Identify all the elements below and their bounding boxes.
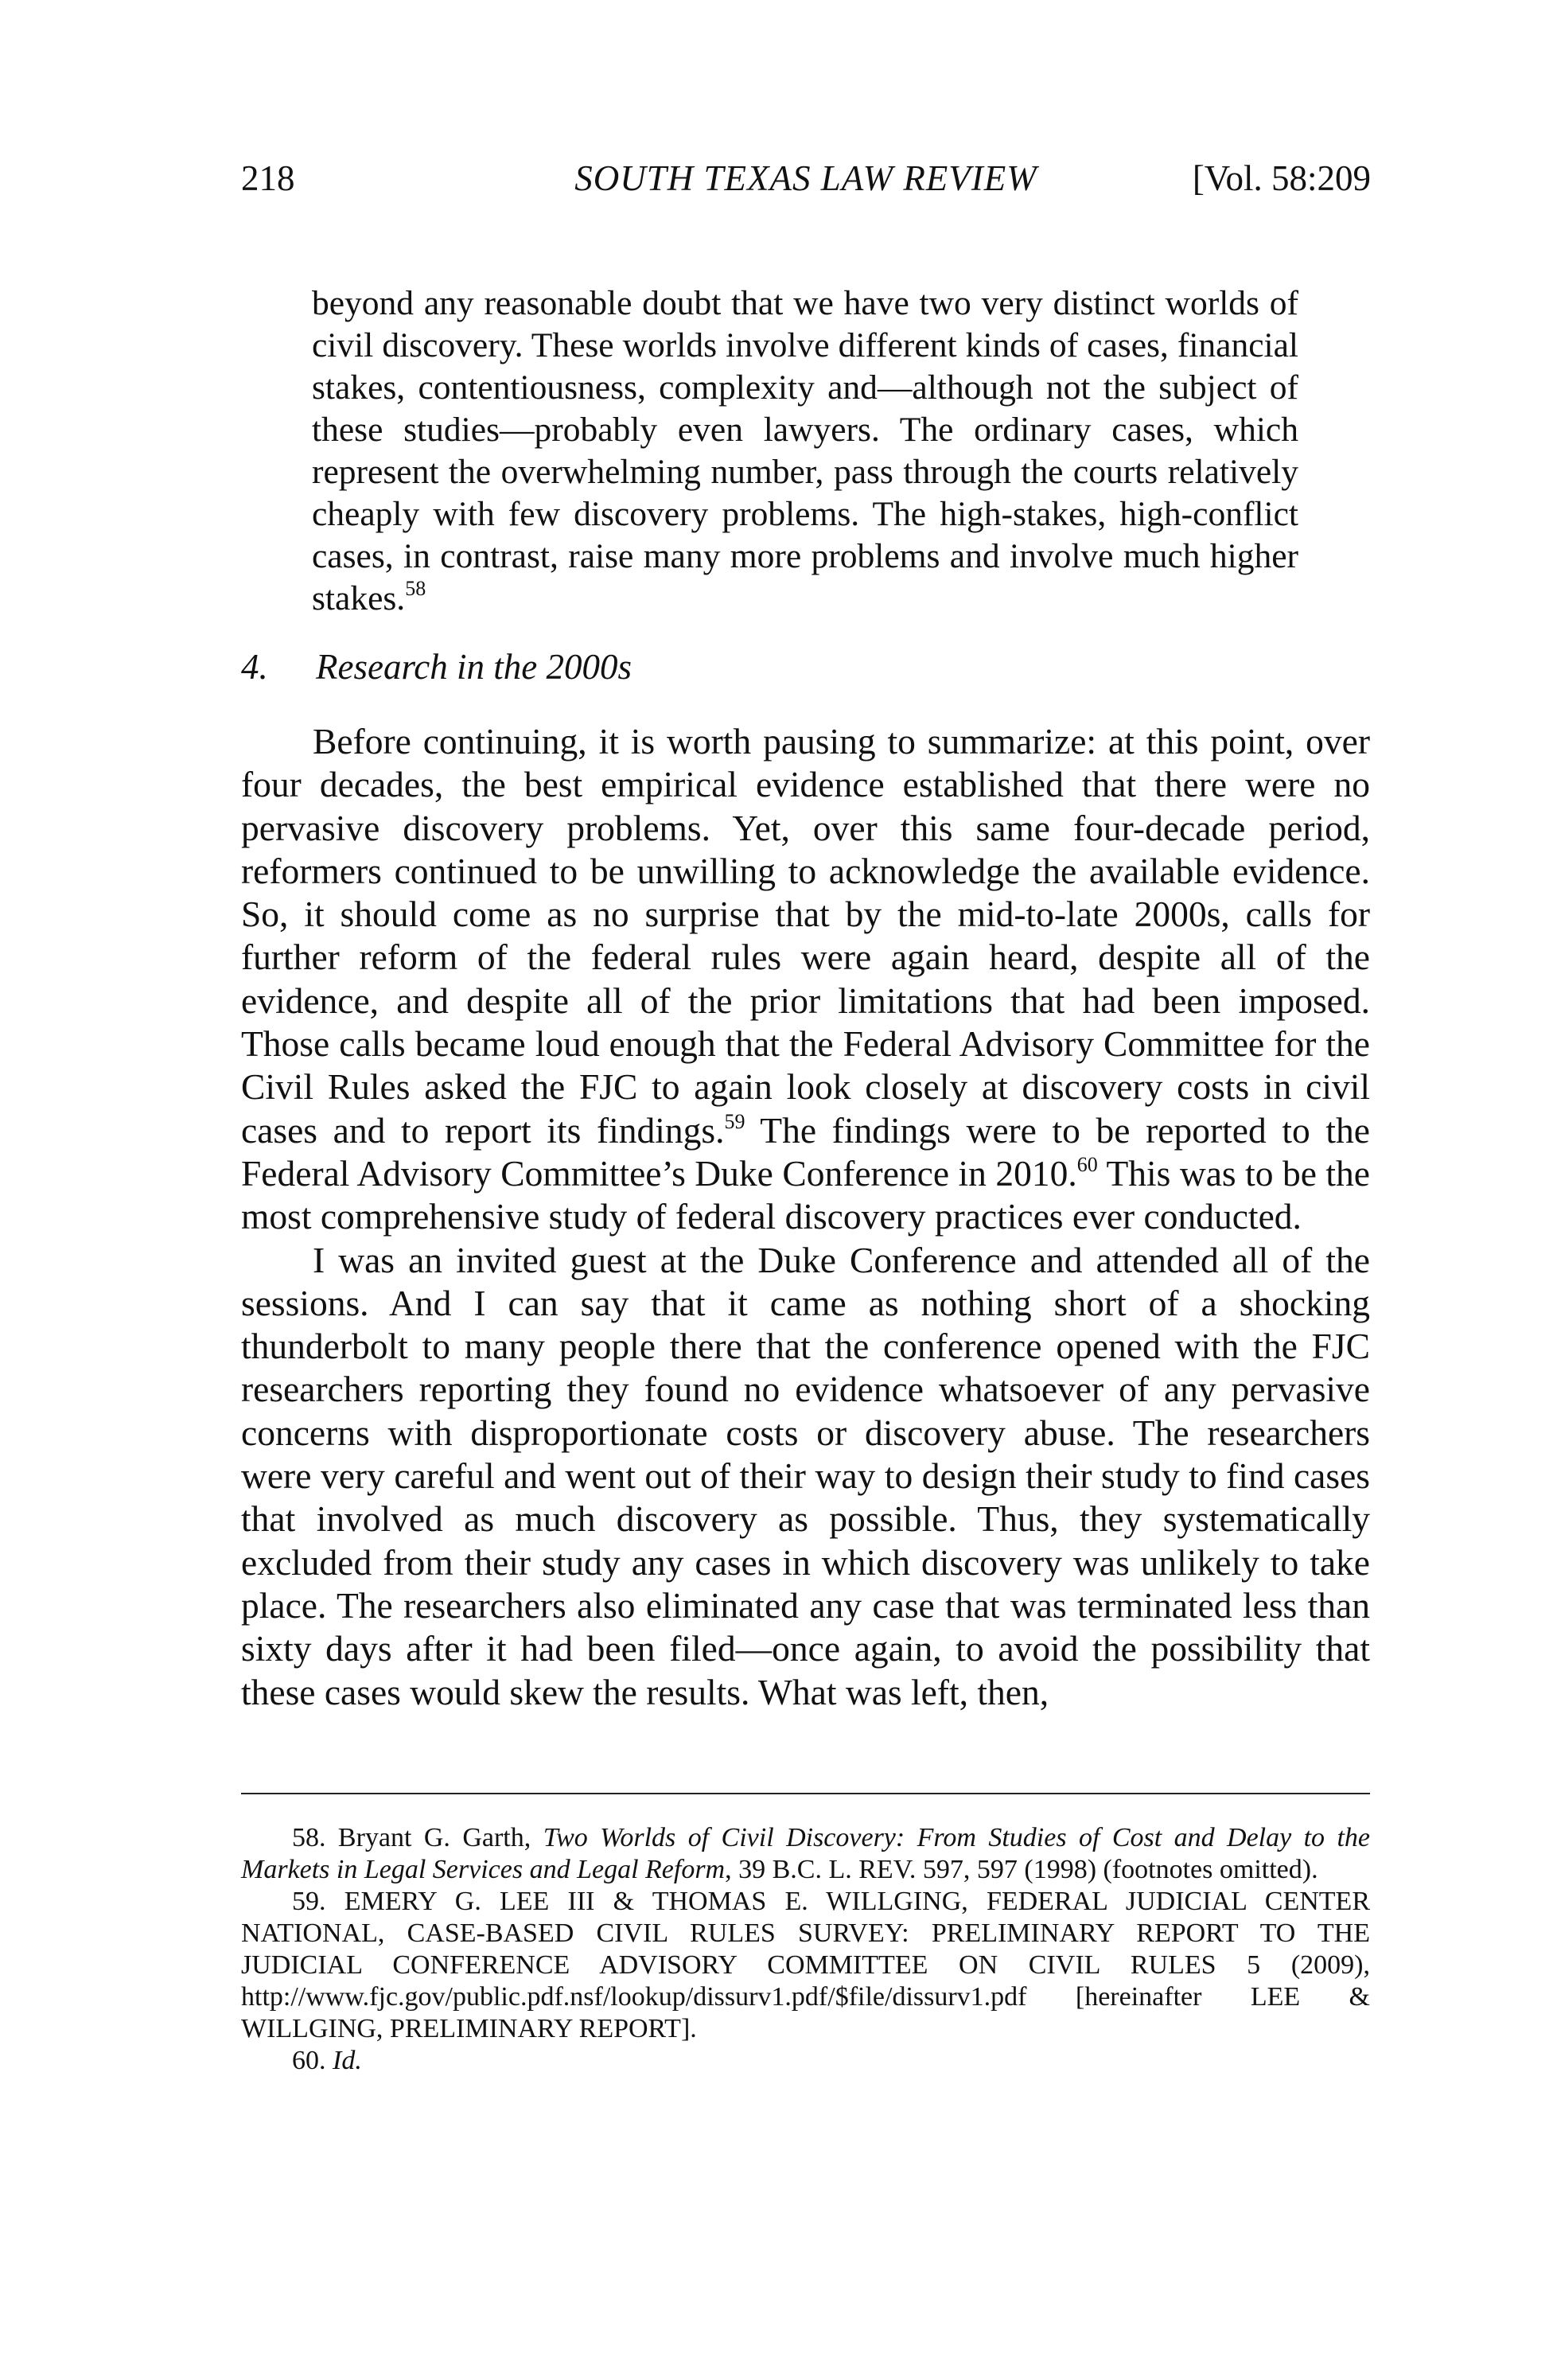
running-header	[241, 158, 1371, 205]
footnote-60	[241, 2045, 1370, 2077]
paragraph-1-part-1: Before continuing, it is worth pausing to summarize: at this point, over four decades, the best empirical evidence established that there were no pervasive discovery problems. Yet, over this same four-decade period, reformers continued to be unwilling to acknowledge the available evidence. So, it should come as no surprise that by the mid-to-late 2000s, calls for further reform of the federal rules were again heard, despite all of the evidence, and despite all of the prior limitations that had been imposed. Those calls became loud enough that the Federal Advisory Committee for the Civil Rules asked the FJC to again look closely at discovery costs in civil cases and to report its findings.	[241, 721, 1370, 1151]
footnote-id: Id.	[333, 2046, 362, 2075]
block-quote-text: beyond any reasonable doubt that we have two very distinct worlds of civil discovery. These worlds involve different kinds of cases, financial stakes, contentiousness, complexity and—although not the subject of these studies—probably even lawyers. The ordinary cases, which represent the overwhelming number, pass through the courts relatively cheaply with few discovery problems. The high-stakes, high-conflict cases, in contrast, raise many more problems and involve much higher stakes.	[312, 284, 1298, 617]
footnote-59	[241, 1886, 1370, 2045]
footnote-pincite: 5 (2009),	[1216, 1950, 1370, 1980]
paragraph-1-part-2: The findings were to be reported to the Federal Advisory Committee’s Duke Conference in 2010.	[241, 1109, 1370, 1194]
footnote-url-link[interactable]: http://www.fjc.gov/public.pdf.nsf/lookup/dissurv1.pdf/$file/dissurv1.pdf	[241, 1982, 1027, 2012]
footnotes	[241, 1822, 1370, 2077]
footnote-hereinafter: [hereinafter	[1026, 1982, 1251, 2012]
footnote-ref-59[interactable]: 59	[724, 1109, 745, 1133]
footnote-ref-58[interactable]: 58	[405, 577, 426, 600]
body-text	[241, 720, 1370, 1714]
paragraph-1	[241, 720, 1370, 1239]
footnote-58	[241, 1822, 1370, 1886]
footnote-title: Two Worlds of Civil Discovery: From Studies of Cost and Delay to the Markets in Legal Services and Legal Reform	[241, 1823, 1371, 1884]
paragraph-1-part-3: This was to be the most comprehensive study of federal discovery practices ever conducted.	[241, 1152, 1370, 1237]
footnote-number: 59.	[292, 1887, 326, 1916]
footnote-citation: , 39 B.C. L. REV. 597, 597 (1998) (footnotes omitted).	[725, 1855, 1318, 1884]
section-number: 4.	[241, 647, 268, 687]
footnote-short-form: LEE & WILLGING, PRELIMINARY REPORT	[241, 1982, 1370, 2043]
footnote-author: Bryant G. Garth,	[337, 1823, 531, 1852]
footnote-source: EMERY G. LEE III & THOMAS E. WILLGING, FEDERAL JUDICIAL CENTER NATIONAL, CASE-BASED CIVIL RULES SURVEY: PRELIMINARY REPORT TO THE JUDICIAL CONFERENCE ADVISORY COMMITTEE ON CIVIL RULES	[241, 1887, 1371, 1980]
paragraph-2: I was an invited guest at the Duke Conference and attended all of the sessions. And I can say that it came as nothing short of a shocking thunderbolt to many people there that the conference opened with the FJC researchers reporting they found no evidence whatsoever of any pervasive concerns with disproportionate costs or discovery abuse. The researchers were very careful and went out of their way to design their study to find cases that involved as much discovery as possible. Thus, they systematically excluded from their study any cases in which discovery was unlikely to take place. The researchers also eliminated any case that was terminated less than sixty days after it had been filed—once again, to avoid the possibility that these cases would skew the results. What was left, then,	[241, 1239, 1370, 1712]
footnote-number: 58.	[292, 1823, 326, 1852]
block-quote	[312, 282, 1298, 620]
volume-citation: [Vol. 58:209	[1192, 158, 1371, 198]
footnote-close: ].	[680, 2014, 697, 2043]
journal-title: SOUTH TEXAS LAW REVIEW	[574, 158, 1037, 198]
page-number: 218	[241, 158, 295, 198]
section-title: Research in the 2000s	[316, 647, 632, 687]
footnote-number: 60.	[292, 2046, 326, 2075]
footnote-ref-60[interactable]: 60	[1076, 1152, 1098, 1176]
section-heading	[241, 646, 1037, 688]
